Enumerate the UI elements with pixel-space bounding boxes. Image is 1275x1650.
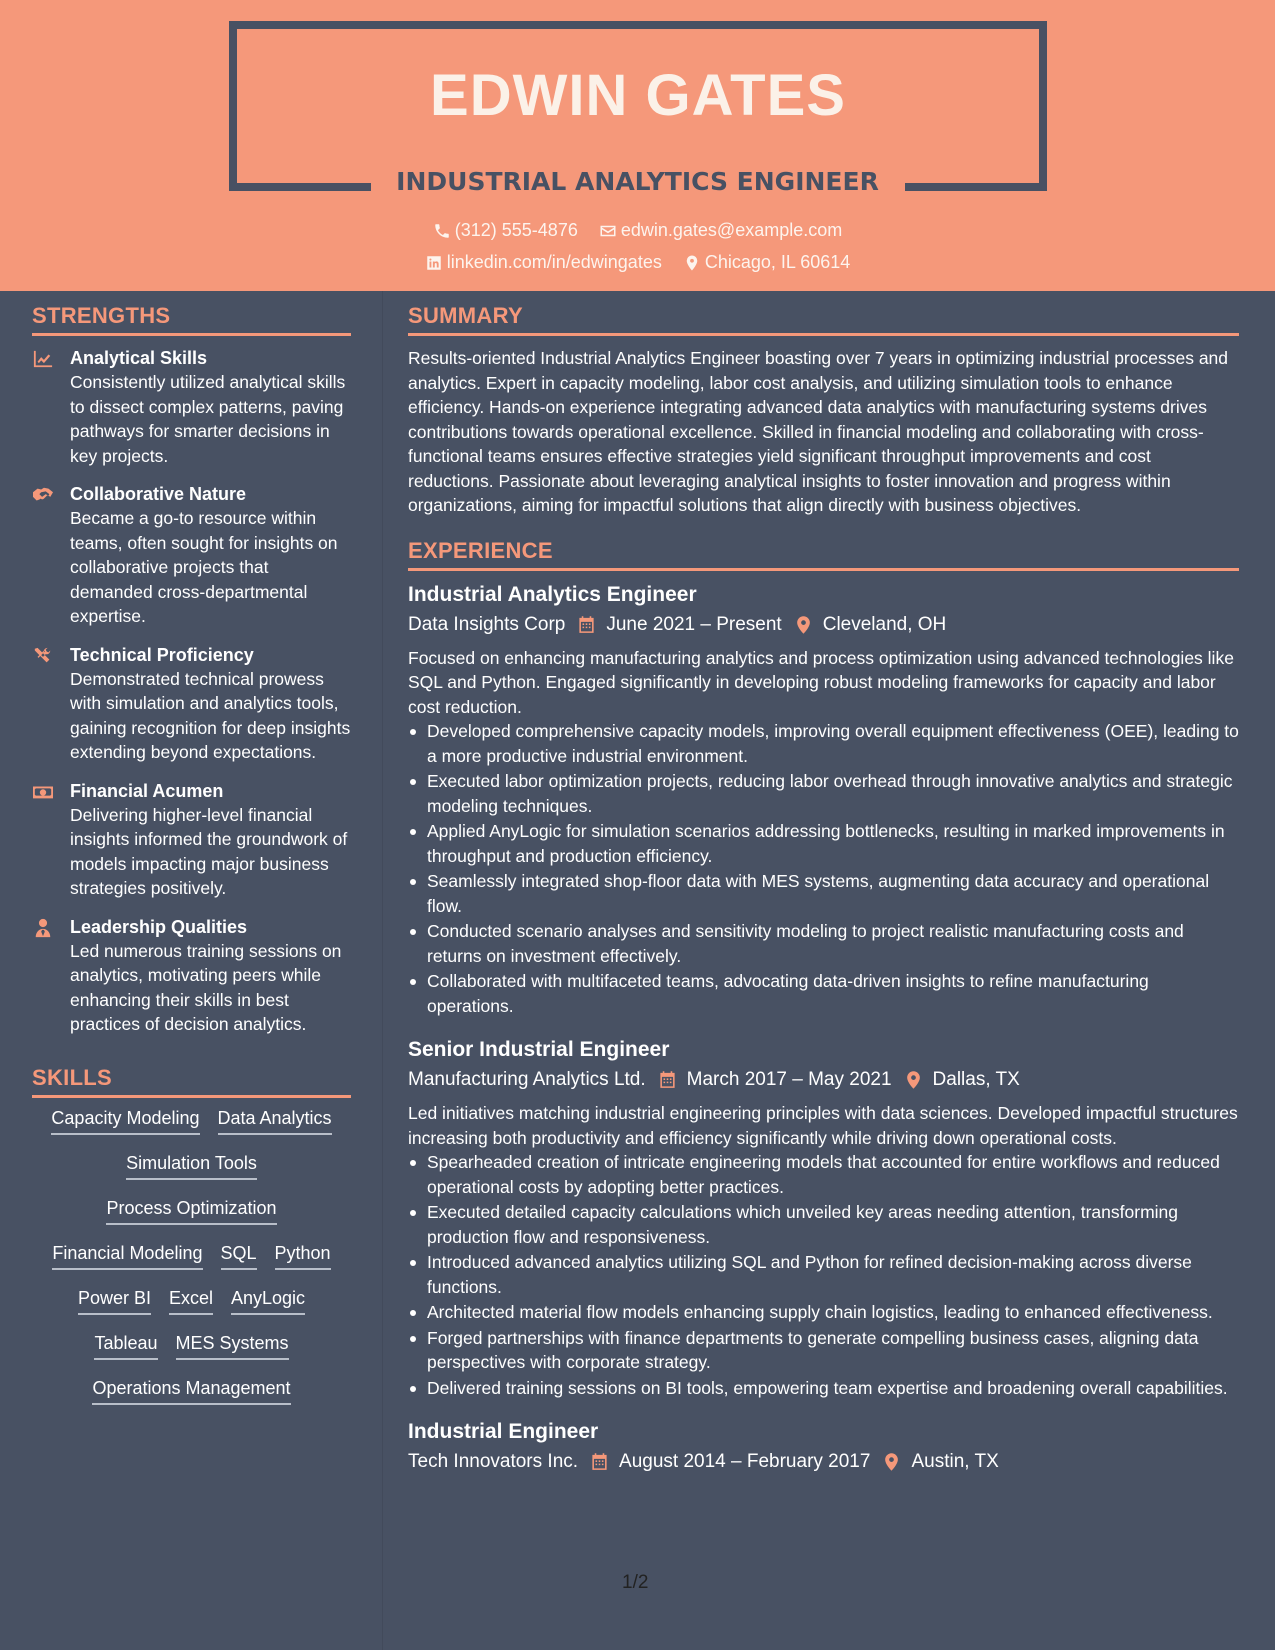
strength-item [32, 915, 351, 1037]
skill-tag: Excel [169, 1288, 213, 1315]
job-meta [408, 1448, 1239, 1476]
job-bullet: Introduced advanced analytics utilizing SQL and Python for refined decision-making across diverse functions. [408, 1250, 1239, 1299]
candidate-title: INDUSTRIAL ANALYTICS ENGINEER [396, 167, 879, 196]
job-location: Cleveland, OH [822, 613, 947, 635]
job-bullets [408, 719, 1239, 1018]
strength-title: Financial Acumen [70, 780, 224, 801]
chart-line-icon [32, 349, 54, 369]
skill-tag: Process Optimization [106, 1198, 276, 1225]
strength-desc: Delivering higher-level financial insights informed the groundwork of models impacting major business strategies positively. [70, 804, 348, 898]
email-text: edwin.gates@example.com [620, 220, 843, 240]
map-marker-icon [904, 1070, 923, 1090]
strength-item [32, 779, 351, 901]
header [0, 0, 1275, 291]
calendar-icon [590, 1452, 609, 1472]
job-bullet: Executed labor optimization projects, reducing labor overhead through innovative analytics and strategic modeling techniques. [408, 769, 1239, 818]
strength-item [32, 346, 351, 468]
contact-row-2 [0, 252, 1275, 277]
job-bullet: Applied AnyLogic for simulation scenarios addressing bottlenecks, resulting in marked improvements in throughput and production efficiency. [408, 819, 1239, 868]
linkedin-text: linkedin.com/in/edwingates [446, 252, 662, 272]
user-tie-icon [32, 918, 54, 938]
calendar-icon [577, 615, 596, 635]
skill-tag: Operations Management [92, 1378, 290, 1405]
strengths-heading: STRENGTHS [32, 303, 351, 336]
job-bullet: Delivered training sessions on BI tools, empowering team expertise and broadening overall capabilities. [408, 1376, 1239, 1401]
strength-title: Collaborative Nature [70, 484, 247, 504]
job-role: Industrial Analytics Engineer [408, 582, 697, 606]
skill-tag: Power BI [78, 1288, 151, 1315]
skill-tag: Simulation Tools [126, 1153, 257, 1180]
strength-title: Technical Proficiency [70, 644, 254, 665]
job-meta [408, 1066, 1239, 1094]
location-text: Chicago, IL 60614 [704, 252, 851, 272]
job-location: Austin, TX [911, 1451, 999, 1472]
job-bullet: Collaborated with multifaceted teams, advocating data-driven insights to refine manufacturing operations. [408, 969, 1239, 1018]
summary-text: Results-oriented Industrial Analytics Engineer boasting over 7 years in optimizing industrial processes and analytics. Expert in capacity modeling, labor cost analysis, and utilizing simulation tools to enhance efficiency. Hands-on experience integrating advanced data analytics with manufacturing systems drives contributions towards operational excellence. Skilled in financial modeling and collaborating with cross-functional teams ensures effective strategies yield significant throughput improvements and cost reductions. Passionate about leveraging analytical insights to foster innovation and progress within organizations, aiming for impactful solutions that align directly with business objectives. [408, 348, 1229, 515]
contact-row-1 [0, 220, 1275, 245]
skill-tag: SQL [221, 1243, 257, 1270]
skill-row [32, 1288, 351, 1333]
job-meta [408, 611, 1239, 639]
job-description: Focused on enhancing manufacturing analytics and process optimization using advanced technologies like SQL and Python. Engaged significantly in developing robust modeling frameworks for capacity and labor cost reduction. [408, 647, 1234, 717]
job-bullet: Architected material flow models enhancing supply chain logistics, leading to enhanced effectiveness. [408, 1300, 1239, 1325]
job-description: Led initiatives matching industrial engineering principles with data sciences. Developed impactful structures increasing both productivity and efficiency significantly while driving down operational costs. [408, 1103, 1238, 1148]
job-bullet: Seamlessly integrated shop-floor data with MES systems, augmenting data accuracy and operational flow. [408, 869, 1239, 918]
skill-tag: Financial Modeling [52, 1243, 202, 1270]
linkedin-contact[interactable] [425, 252, 662, 273]
strength-desc: Consistently utilized analytical skills to dissect complex patterns, paving pathways for smarter decisions in key projects. [70, 372, 346, 466]
page-number: 1/2 [622, 1572, 649, 1593]
job-company: Data Insights Corp [408, 613, 566, 635]
location-contact [683, 252, 850, 273]
job-company: Tech Innovators Inc. [408, 1451, 579, 1472]
summary-heading: SUMMARY [408, 303, 1239, 336]
job-dates: August 2014 – February 2017 [619, 1451, 871, 1472]
job-bullets [408, 1150, 1239, 1400]
job-bullet: Spearheaded creation of intricate engineering models that accounted for entire workflows and reduced operational costs by adopting better practices. [408, 1150, 1239, 1199]
strength-desc: Demonstrated technical prowess with simulation and analytics tools, gaining recognition for deep insights extending beyond expectations. [70, 668, 351, 762]
map-marker-icon [683, 254, 701, 272]
skills-section [32, 1065, 351, 1423]
handshake-icon [32, 485, 54, 505]
envelope-icon [599, 222, 617, 240]
skill-row [32, 1108, 351, 1153]
tools-icon [32, 646, 54, 666]
skill-row [32, 1378, 351, 1423]
job-bullet: Conducted scenario analyses and sensitivity modeling to project realistic manufacturing costs and returns on investment effectively. [408, 919, 1239, 968]
candidate-name: EDWIN GATES [430, 63, 846, 128]
map-marker-icon [882, 1452, 901, 1472]
phone-contact [433, 220, 578, 241]
phone-text: (312) 555-4876 [454, 220, 578, 240]
calendar-icon [658, 1070, 677, 1090]
email-contact[interactable] [599, 220, 842, 241]
experience-entry [408, 1036, 1239, 1400]
phone-icon [433, 222, 451, 240]
skill-tag: MES Systems [176, 1333, 289, 1360]
job-role: Industrial Engineer [408, 1420, 599, 1443]
skills-heading: SKILLS [32, 1065, 351, 1098]
skill-tag: Capacity Modeling [51, 1108, 199, 1135]
money-bill-icon [32, 782, 54, 802]
skill-tag: Tableau [94, 1333, 157, 1360]
job-bullet: Executed detailed capacity calculations which unveiled key areas needing attention, transforming production flow and responsiveness. [408, 1200, 1239, 1249]
job-role: Senior Industrial Engineer [408, 1038, 670, 1061]
skill-tag: Data Analytics [218, 1108, 332, 1135]
skill-row [32, 1153, 351, 1198]
job-location: Dallas, TX [932, 1069, 1020, 1090]
linkedin-icon [425, 254, 443, 272]
strength-item [32, 643, 351, 765]
map-marker-icon [794, 615, 813, 635]
experience-entry [408, 1418, 1239, 1476]
job-company: Manufacturing Analytics Ltd. [408, 1069, 646, 1090]
strength-title: Leadership Qualities [70, 916, 248, 937]
right-column [408, 303, 1239, 1494]
job-bullet: Developed comprehensive capacity models, improving overall equipment effectiveness (OEE), leading to a more productive industrial environment. [408, 719, 1239, 768]
left-column [32, 303, 351, 1423]
column-divider [382, 291, 383, 1650]
experience-entry [408, 581, 1239, 1019]
skill-row [32, 1198, 351, 1243]
skill-row [32, 1243, 351, 1288]
experience-heading: EXPERIENCE [408, 538, 1239, 571]
skill-row [32, 1333, 351, 1378]
job-dates: March 2017 – May 2021 [686, 1069, 892, 1090]
strength-desc: Led numerous training sessions on analytics, motivating peers while enhancing their skills in best practices of decision analytics. [70, 940, 342, 1034]
strength-desc: Became a go-to resource within teams, often sought for insights on collaborative projects that demanded cross-departmental expertise. [70, 508, 338, 626]
skill-tag: AnyLogic [231, 1288, 305, 1315]
job-bullet: Forged partnerships with finance departments to generate compelling business cases, aligning data perspectives with corporate strategy. [408, 1326, 1239, 1375]
strength-title: Analytical Skills [70, 348, 208, 368]
job-dates: June 2021 – Present [606, 613, 782, 635]
strength-item [32, 482, 351, 629]
skill-tag: Python [275, 1243, 331, 1270]
